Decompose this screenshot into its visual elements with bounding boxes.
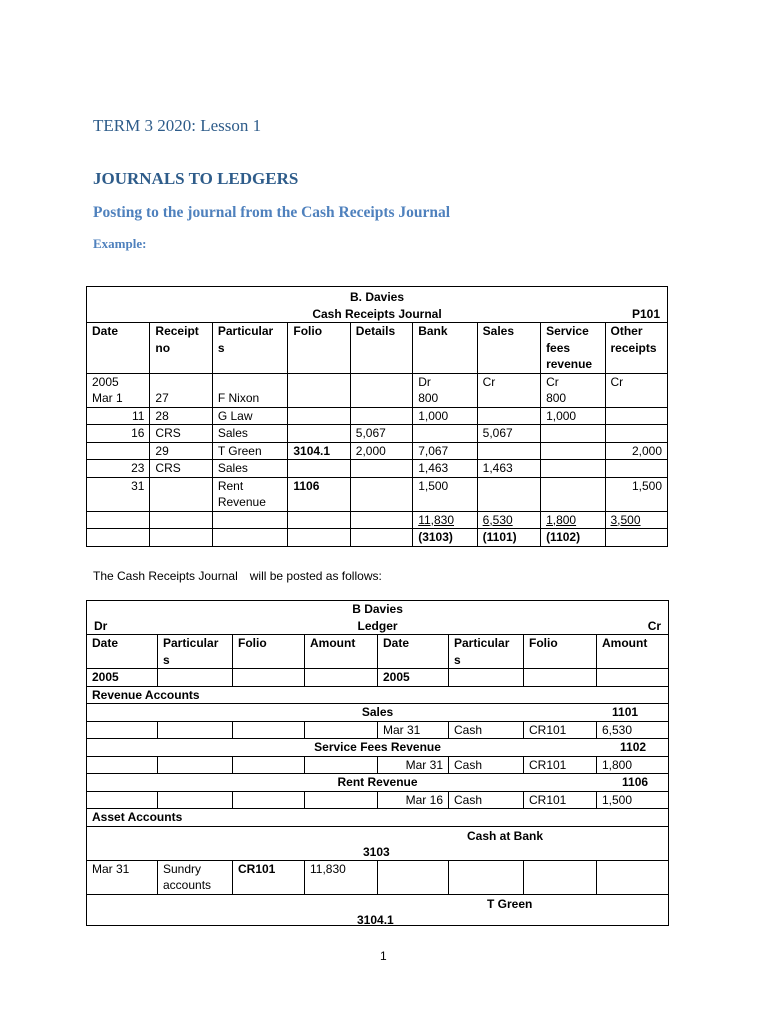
ledger-cr-label: Cr: [647, 618, 662, 633]
account-rent-header: Rent Revenue 1106: [87, 774, 669, 792]
ledger-header-row: Date Particular s Folio Amount Date Particular s Folio Amount: [87, 635, 669, 669]
crj-header-row: [87, 323, 668, 374]
crj-totals-row: 11,830 6,530 1,800 3,500: [87, 511, 668, 529]
table-row: 2005 Mar 1 27 F Nixon Dr 800 Cr Cr 800 Cr: [87, 373, 668, 407]
crj-folio-row: (3103) (1101) (1102): [87, 529, 668, 547]
crj-page-ref: P101: [631, 306, 660, 321]
section-asset: Asset Accounts: [87, 809, 669, 827]
crj-header-date: Date: [87, 323, 150, 374]
page-number: 1: [380, 949, 387, 963]
ledger-year-row: 2005 2005: [87, 669, 669, 687]
ledger-table: [86, 600, 669, 926]
table-row: 31 Rent Revenue 1106 1,500 1,500: [87, 477, 668, 511]
account-cash-header: Cash at Bank 3103: [87, 826, 669, 860]
cash-receipts-journal-table: [86, 286, 668, 547]
lesson-title: TERM 3 2020: Lesson 1: [93, 116, 262, 135]
crj-title: Cash Receipts Journal: [312, 306, 442, 321]
section-revenue: Revenue Accounts: [87, 686, 669, 704]
crj-title-row: [87, 287, 668, 323]
table-row: Mar 31 Sundry accounts CR101 11,830: [87, 860, 669, 894]
subtopic-heading: Posting to the journal from the Cash Receipts Journal: [93, 204, 451, 221]
ledger-title: Ledger: [357, 618, 398, 633]
table-row: 29 T Green 3104.1 2,000 7,067 2,000: [87, 442, 668, 460]
topic-heading: JOURNALS TO LEDGERS: [93, 169, 299, 188]
table-row: Mar 16 Cash CR101 1,500: [87, 791, 669, 809]
table-row: 16 CRS Sales 5,067 5,067: [87, 425, 668, 443]
example-label: Example:: [93, 236, 147, 251]
table-row: 23 CRS Sales 1,463 1,463: [87, 460, 668, 478]
crj-header-details: Details: [350, 323, 412, 374]
crj-header-particulars: Particular s: [212, 323, 288, 374]
account-sales-header: Sales 1101: [87, 704, 669, 722]
crj-header-receipt: Receipt no: [150, 323, 212, 374]
crj-header-other: Other receipts: [605, 323, 668, 374]
crj-header-sales: Sales: [477, 323, 540, 374]
account-tgreen-header: T Green 3104.1: [87, 894, 669, 925]
crj-owner: B. Davies: [349, 290, 405, 304]
ledger-title-row: [87, 601, 669, 635]
crj-header-service: Service fees revenue: [541, 323, 605, 374]
crj-header-folio: Folio: [288, 323, 350, 374]
table-row: Mar 31 Cash CR101 6,530: [87, 721, 669, 739]
ledger-dr-label: Dr: [94, 618, 108, 633]
ledger-owner: B Davies: [352, 602, 403, 616]
crj-header-bank: Bank: [413, 323, 477, 374]
table-row: Mar 31 Cash CR101 1,800: [87, 756, 669, 774]
table-row: 11 28 G Law 1,000 1,000: [87, 407, 668, 425]
posting-sentence: The Cash Receipts Journal will be posted as follows:: [93, 569, 382, 583]
account-service-header: Service Fees Revenue 1102: [87, 739, 669, 757]
